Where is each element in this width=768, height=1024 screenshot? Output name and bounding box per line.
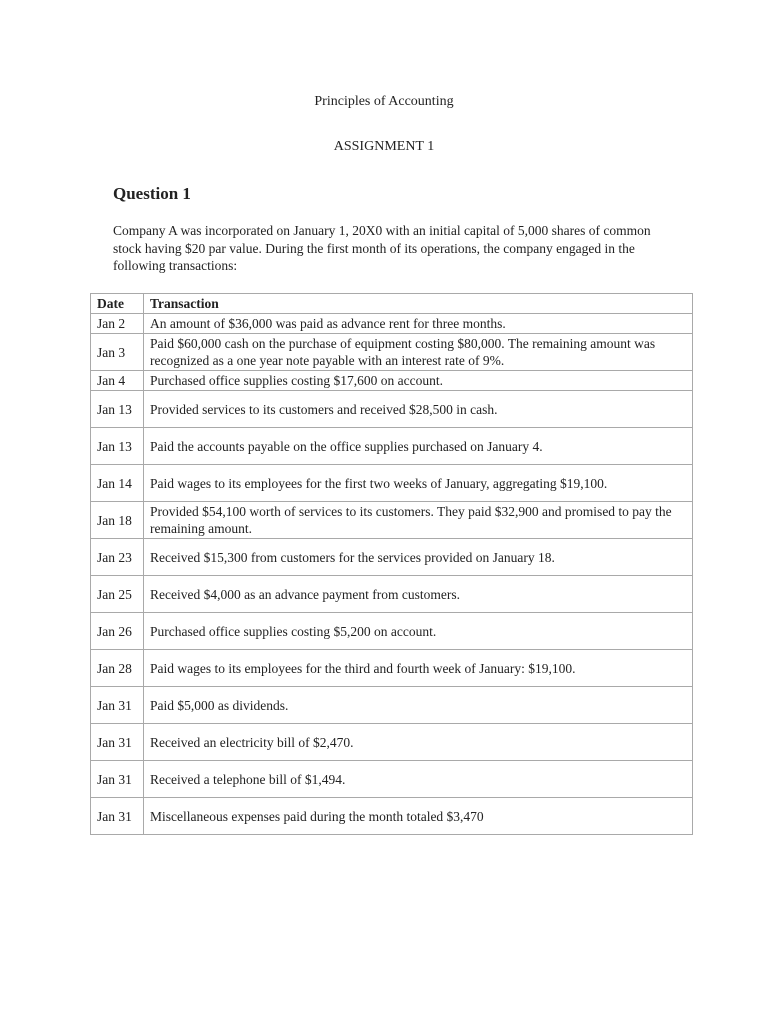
date-cell: Jan 26 [91,613,144,650]
table-row [91,502,693,539]
table-row [91,687,693,724]
table-row [91,539,693,576]
table-row [91,391,693,428]
date-cell: Jan 14 [91,465,144,502]
table-row [91,650,693,687]
date-cell: Jan 28 [91,650,144,687]
transaction-cell: Purchased office supplies costing $5,200 on account. [144,613,693,650]
date-cell: Jan 3 [91,334,144,371]
table-row [91,576,693,613]
transaction-cell: Received an electricity bill of $2,470. [144,724,693,761]
transactions-table [90,293,693,835]
date-cell: Jan 31 [91,761,144,798]
transaction-cell: Paid $5,000 as dividends. [144,687,693,724]
table-row [91,371,693,391]
table-row [91,465,693,502]
assignment-title: ASSIGNMENT 1 [333,139,435,154]
date-cell: Jan 18 [91,502,144,539]
table-row [91,334,693,371]
transaction-cell: Received $15,300 from customers for the services provided on January 18. [144,539,693,576]
transaction-cell: Miscellaneous expenses paid during the month totaled $3,470 [144,798,693,835]
transaction-cell: Paid the accounts payable on the office supplies purchased on January 4. [144,428,693,465]
transaction-cell: Provided services to its customers and received $28,500 in cash. [144,391,693,428]
table-row [91,428,693,465]
transaction-cell: An amount of $36,000 was paid as advance rent for three months. [144,314,693,334]
date-cell: Jan 13 [91,391,144,428]
date-cell: Jan 31 [91,798,144,835]
date-column-header: Date [91,294,144,314]
date-cell: Jan 25 [91,576,144,613]
table-row [91,761,693,798]
course-title: Principles of Accounting [314,94,454,109]
table-row [91,798,693,835]
transaction-cell: Received a telephone bill of $1,494. [144,761,693,798]
date-cell: Jan 31 [91,724,144,761]
table-row [91,724,693,761]
transaction-cell: Paid wages to its employees for the third and fourth week of January: $19,100. [144,650,693,687]
date-cell: Jan 4 [91,371,144,391]
date-cell: Jan 31 [91,687,144,724]
table-row [91,613,693,650]
transaction-column-header: Transaction [144,294,693,314]
date-cell: Jan 23 [91,539,144,576]
transaction-cell: Paid $60,000 cash on the purchase of equipment costing $80,000. The remaining amount was recognized as a one year note payable with an interest rate of 9%. [144,334,693,371]
transaction-cell: Received $4,000 as an advance payment from customers. [144,576,693,613]
question-heading: Question 1 [113,184,191,203]
date-cell: Jan 13 [91,428,144,465]
date-cell: Jan 2 [91,314,144,334]
transaction-cell: Purchased office supplies costing $17,600 on account. [144,371,693,391]
transaction-cell: Provided $54,100 worth of services to its customers. They paid $32,900 and promised to pay the remaining amount. [144,502,693,539]
transaction-cell: Paid wages to its employees for the first two weeks of January, aggregating $19,100. [144,465,693,502]
table-row [91,314,693,334]
table-header-row [91,294,693,314]
intro-paragraph: Company A was incorporated on January 1, 20X0 with an initial capital of 5,000 shares of common stock having $20 par value. During the first month of its operations, the company engaged in the following transactions: [113,223,651,273]
